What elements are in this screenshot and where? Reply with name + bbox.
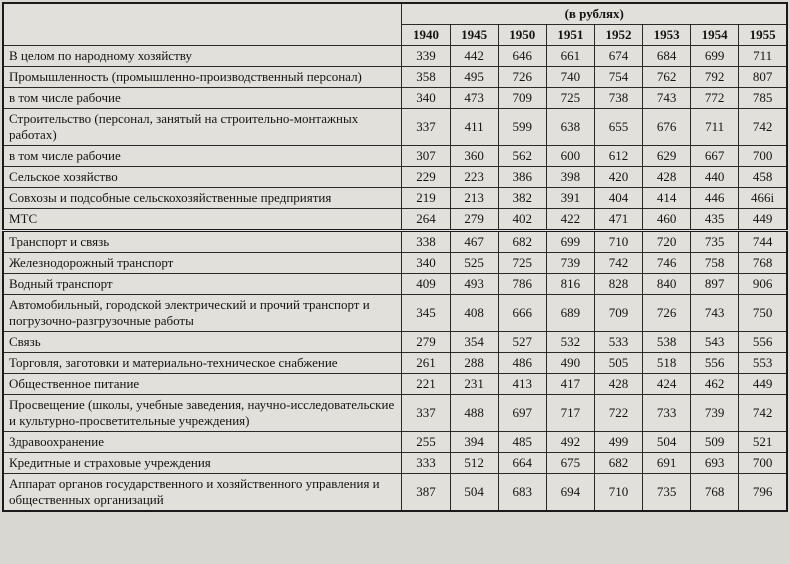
value-cell: 689 [546, 295, 594, 332]
table-row [3, 295, 787, 332]
value-cell: 768 [691, 474, 739, 512]
value-cell: 897 [691, 274, 739, 295]
value-cell: 646 [498, 46, 546, 67]
value-cell: 213 [450, 188, 498, 209]
value-cell: 467 [450, 231, 498, 253]
value-cell: 750 [739, 295, 787, 332]
value-cell: 446 [691, 188, 739, 209]
value-cell: 742 [739, 395, 787, 432]
value-cell: 684 [643, 46, 691, 67]
value-cell: 338 [402, 231, 450, 253]
year-header: 1953 [643, 25, 691, 46]
value-cell: 600 [546, 146, 594, 167]
value-cell: 906 [739, 274, 787, 295]
salary-table [2, 2, 788, 512]
value-cell: 726 [498, 67, 546, 88]
value-cell: 495 [450, 67, 498, 88]
value-cell: 440 [691, 167, 739, 188]
row-label: Здравоохранение [3, 432, 402, 453]
table-row [3, 395, 787, 432]
value-cell: 717 [546, 395, 594, 432]
value-cell: 473 [450, 88, 498, 109]
row-label: Строительство (персонал, занятый на строительно-монтажных работах) [3, 109, 402, 146]
value-cell: 231 [450, 374, 498, 395]
value-cell: 758 [691, 253, 739, 274]
value-cell: 499 [594, 432, 642, 453]
value-cell: 509 [691, 432, 739, 453]
value-cell: 709 [498, 88, 546, 109]
table-row [3, 474, 787, 512]
table-row [3, 146, 787, 167]
row-label: Промышленность (промышленно-производственный персонал) [3, 67, 402, 88]
value-cell: 458 [739, 167, 787, 188]
value-cell: 683 [498, 474, 546, 512]
value-cell: 699 [546, 231, 594, 253]
value-cell: 382 [498, 188, 546, 209]
value-cell: 738 [594, 88, 642, 109]
value-cell: 428 [643, 167, 691, 188]
value-cell: 471 [594, 209, 642, 231]
value-cell: 411 [450, 109, 498, 146]
value-cell: 354 [450, 332, 498, 353]
value-cell: 525 [450, 253, 498, 274]
table-row [3, 274, 787, 295]
value-cell: 655 [594, 109, 642, 146]
value-cell: 667 [691, 146, 739, 167]
table-row [3, 88, 787, 109]
value-cell: 733 [643, 395, 691, 432]
value-cell: 538 [643, 332, 691, 353]
value-cell: 413 [498, 374, 546, 395]
value-cell: 339 [402, 46, 450, 67]
value-cell: 428 [594, 374, 642, 395]
table-row [3, 231, 787, 253]
value-cell: 710 [594, 231, 642, 253]
value-cell: 337 [402, 395, 450, 432]
table-row [3, 353, 787, 374]
value-cell: 676 [643, 109, 691, 146]
value-cell: 742 [594, 253, 642, 274]
year-header: 1951 [546, 25, 594, 46]
value-cell: 442 [450, 46, 498, 67]
value-cell: 422 [546, 209, 594, 231]
value-cell: 424 [643, 374, 691, 395]
value-cell: 725 [546, 88, 594, 109]
value-cell: 449 [739, 209, 787, 231]
row-label: В целом по народному хозяйству [3, 46, 402, 67]
value-cell: 725 [498, 253, 546, 274]
table-row [3, 453, 787, 474]
value-cell: 504 [643, 432, 691, 453]
value-cell: 345 [402, 295, 450, 332]
value-cell: 661 [546, 46, 594, 67]
table-row [3, 209, 787, 231]
unit-header-row [3, 3, 787, 25]
value-cell: 711 [691, 109, 739, 146]
value-cell: 762 [643, 67, 691, 88]
value-cell: 485 [498, 432, 546, 453]
value-cell: 358 [402, 67, 450, 88]
value-cell: 229 [402, 167, 450, 188]
row-label: Аппарат органов государственного и хозяйственного управления и общественных организаций [3, 474, 402, 512]
value-cell: 768 [739, 253, 787, 274]
table-row [3, 374, 787, 395]
row-label: Железнодорожный транспорт [3, 253, 402, 274]
row-label: Просвещение (школы, учебные заведения, научно-исследовательские и культурно-просветительные учреждения) [3, 395, 402, 432]
value-cell: 691 [643, 453, 691, 474]
row-label: Автомобильный, городской электрический и прочий транспорт и погрузочно-разгрузочные работы [3, 295, 402, 332]
value-cell: 391 [546, 188, 594, 209]
value-cell: 223 [450, 167, 498, 188]
value-cell: 219 [402, 188, 450, 209]
value-cell: 556 [691, 353, 739, 374]
value-cell: 682 [498, 231, 546, 253]
table-row [3, 46, 787, 67]
value-cell: 553 [739, 353, 787, 374]
value-cell: 409 [402, 274, 450, 295]
value-cell: 221 [402, 374, 450, 395]
corner-cell [3, 3, 402, 46]
row-label: в том числе рабочие [3, 88, 402, 109]
value-cell: 710 [594, 474, 642, 512]
value-cell: 739 [546, 253, 594, 274]
value-cell: 398 [546, 167, 594, 188]
value-cell: 807 [739, 67, 787, 88]
value-cell: 612 [594, 146, 642, 167]
value-cell: 693 [691, 453, 739, 474]
year-header: 1950 [498, 25, 546, 46]
value-cell: 743 [691, 295, 739, 332]
table-row [3, 167, 787, 188]
value-cell: 435 [691, 209, 739, 231]
row-label: Совхозы и подсобные сельскохозяйственные предприятия [3, 188, 402, 209]
value-cell: 744 [739, 231, 787, 253]
row-label: Транспорт и связь [3, 231, 402, 253]
value-cell: 360 [450, 146, 498, 167]
value-cell: 735 [643, 474, 691, 512]
value-cell: 394 [450, 432, 498, 453]
year-header: 1952 [594, 25, 642, 46]
table-row [3, 67, 787, 88]
row-label: Общественное питание [3, 374, 402, 395]
value-cell: 742 [739, 109, 787, 146]
value-cell: 417 [546, 374, 594, 395]
value-cell: 638 [546, 109, 594, 146]
value-cell: 340 [402, 253, 450, 274]
table-row [3, 332, 787, 353]
value-cell: 709 [594, 295, 642, 332]
table-row [3, 253, 787, 274]
value-cell: 462 [691, 374, 739, 395]
value-cell: 402 [498, 209, 546, 231]
year-header: 1954 [691, 25, 739, 46]
row-label: Сельское хозяйство [3, 167, 402, 188]
value-cell: 505 [594, 353, 642, 374]
value-cell: 697 [498, 395, 546, 432]
value-cell: 664 [498, 453, 546, 474]
value-cell: 840 [643, 274, 691, 295]
value-cell: 700 [739, 146, 787, 167]
value-cell: 533 [594, 332, 642, 353]
value-cell: 743 [643, 88, 691, 109]
value-cell: 740 [546, 67, 594, 88]
value-cell: 512 [450, 453, 498, 474]
value-cell: 255 [402, 432, 450, 453]
value-cell: 666 [498, 295, 546, 332]
value-cell: 543 [691, 332, 739, 353]
value-cell: 466i [739, 188, 787, 209]
value-cell: 700 [739, 453, 787, 474]
value-cell: 746 [643, 253, 691, 274]
value-cell: 340 [402, 88, 450, 109]
value-cell: 772 [691, 88, 739, 109]
table-row [3, 432, 787, 453]
value-cell: 404 [594, 188, 642, 209]
value-cell: 460 [643, 209, 691, 231]
row-label: Водный транспорт [3, 274, 402, 295]
value-cell: 486 [498, 353, 546, 374]
value-cell: 816 [546, 274, 594, 295]
value-cell: 414 [643, 188, 691, 209]
value-cell: 599 [498, 109, 546, 146]
value-cell: 674 [594, 46, 642, 67]
year-header: 1955 [739, 25, 787, 46]
row-label: МТС [3, 209, 402, 231]
value-cell: 699 [691, 46, 739, 67]
value-cell: 493 [450, 274, 498, 295]
year-header: 1945 [450, 25, 498, 46]
value-cell: 562 [498, 146, 546, 167]
value-cell: 337 [402, 109, 450, 146]
value-cell: 735 [691, 231, 739, 253]
value-cell: 449 [739, 374, 787, 395]
table-body [3, 46, 787, 512]
value-cell: 785 [739, 88, 787, 109]
value-cell: 720 [643, 231, 691, 253]
value-cell: 408 [450, 295, 498, 332]
row-label: Кредитные и страховые учреждения [3, 453, 402, 474]
value-cell: 387 [402, 474, 450, 512]
row-label: Связь [3, 332, 402, 353]
value-cell: 492 [546, 432, 594, 453]
value-cell: 556 [739, 332, 787, 353]
value-cell: 792 [691, 67, 739, 88]
table-row [3, 188, 787, 209]
value-cell: 694 [546, 474, 594, 512]
value-cell: 828 [594, 274, 642, 295]
row-label: Торговля, заготовки и материально-техническое снабжение [3, 353, 402, 374]
value-cell: 279 [450, 209, 498, 231]
value-cell: 527 [498, 332, 546, 353]
value-cell: 279 [402, 332, 450, 353]
value-cell: 504 [450, 474, 498, 512]
value-cell: 796 [739, 474, 787, 512]
value-cell: 288 [450, 353, 498, 374]
value-cell: 786 [498, 274, 546, 295]
value-cell: 264 [402, 209, 450, 231]
value-cell: 518 [643, 353, 691, 374]
value-cell: 420 [594, 167, 642, 188]
value-cell: 711 [739, 46, 787, 67]
value-cell: 754 [594, 67, 642, 88]
year-header: 1940 [402, 25, 450, 46]
value-cell: 739 [691, 395, 739, 432]
value-cell: 490 [546, 353, 594, 374]
value-cell: 722 [594, 395, 642, 432]
unit-header: (в рублях) [402, 3, 787, 25]
value-cell: 333 [402, 453, 450, 474]
value-cell: 726 [643, 295, 691, 332]
table-row [3, 109, 787, 146]
value-cell: 488 [450, 395, 498, 432]
value-cell: 521 [739, 432, 787, 453]
value-cell: 386 [498, 167, 546, 188]
value-cell: 532 [546, 332, 594, 353]
value-cell: 261 [402, 353, 450, 374]
row-label: в том числе рабочие [3, 146, 402, 167]
value-cell: 307 [402, 146, 450, 167]
value-cell: 675 [546, 453, 594, 474]
value-cell: 629 [643, 146, 691, 167]
value-cell: 682 [594, 453, 642, 474]
